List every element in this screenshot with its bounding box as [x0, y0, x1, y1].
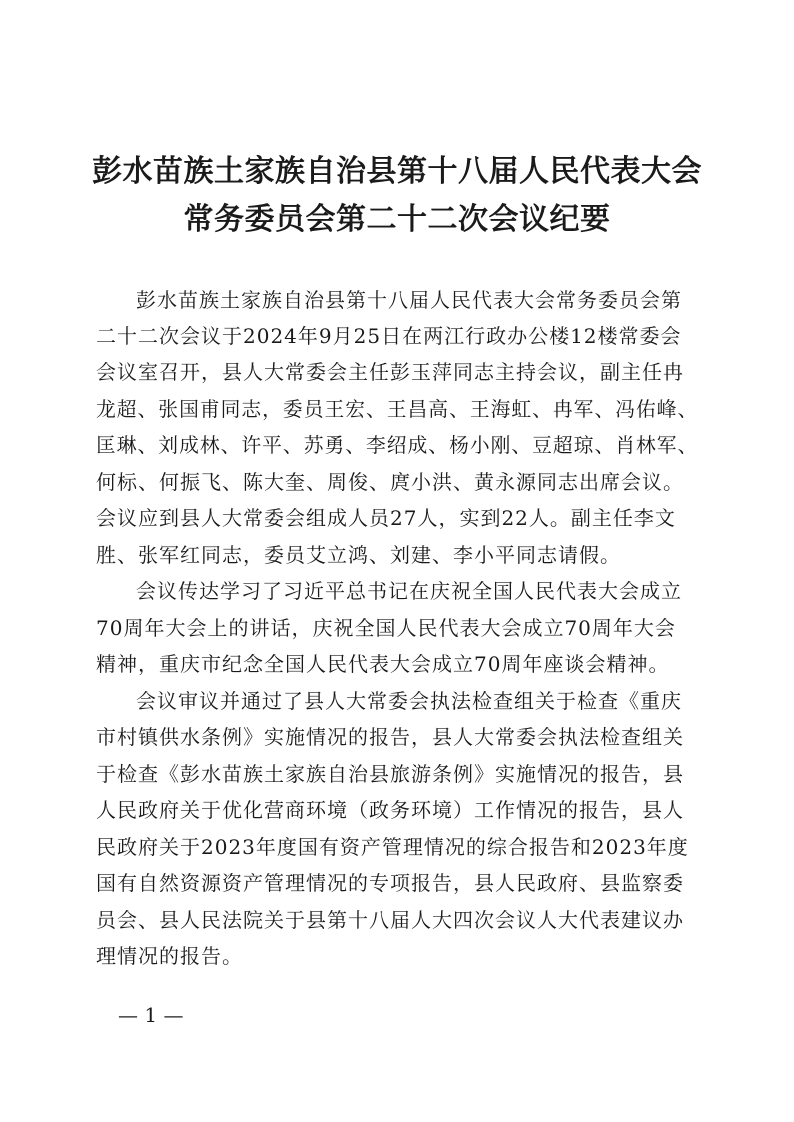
- document-title-line-1: 彭水苗族土家族自治县第十八届人民代表大会: [92, 154, 702, 189]
- body-line: 何标、何振飞、陈大奎、周俊、庹小洪、黄永源同志出席会议。: [96, 470, 684, 494]
- body-line: 理情况的报告。: [96, 944, 243, 968]
- body-line: 会议传达学习了习近平总书记在庆祝全国人民代表大会成立: [136, 579, 682, 603]
- body-line: 会议应到县人大常委会组成人员27人，实到22人。副主任李文: [96, 506, 676, 530]
- page-number: — 1 —: [118, 1003, 184, 1027]
- body-line: 匡琳、刘成林、许平、苏勇、李绍成、杨小刚、豆超琼、肖林军、: [96, 433, 699, 457]
- body-line: 国有自然资源资产管理情况的专项报告，县人民政府、县监察委: [96, 871, 684, 895]
- body-line: 于检查《彭水苗族土家族自治县旅游条例》实施情况的报告，县: [96, 762, 684, 786]
- body-line: 民政府关于2023年度国有资产管理情况的综合报告和2023年度: [96, 835, 689, 859]
- body-line: 胜、张军红同志，委员艾立鸿、刘建、李小平同志请假。: [96, 543, 621, 567]
- document-title-line-2: 常务委员会第二十二次会议纪要: [183, 202, 611, 237]
- body-line: 龙超、张国甫同志，委员王宏、王昌高、王海虹、冉军、冯佑峰、: [96, 397, 699, 421]
- body-line: 市村镇供水条例》实施情况的报告，县人大常委会执法检查组关: [96, 725, 684, 749]
- body-line: 人民政府关于优化营商环境（政务环境）工作情况的报告，县人: [96, 798, 684, 822]
- body-line: 彭水苗族土家族自治县第十八届人民代表大会常务委员会第: [136, 288, 682, 312]
- body-line: 精神，重庆市纪念全国人民代表大会成立70周年座谈会精神。: [96, 652, 670, 676]
- body-line: 二十二次会议于2024年9月25日在两江行政办公楼12楼常委会: [96, 324, 682, 348]
- body-line: 70周年大会上的讲话，庆祝全国人民代表大会成立70周年大会: [96, 616, 676, 640]
- body-line: 会议审议并通过了县人大常委会执法检查组关于检查《重庆: [136, 689, 682, 713]
- body-line: 员会、县人民法院关于县第十八届人大四次会议人大代表建议办: [96, 908, 684, 932]
- body-line: 会议室召开，县人大常委会主任彭玉萍同志主持会议，副主任冉: [96, 360, 684, 384]
